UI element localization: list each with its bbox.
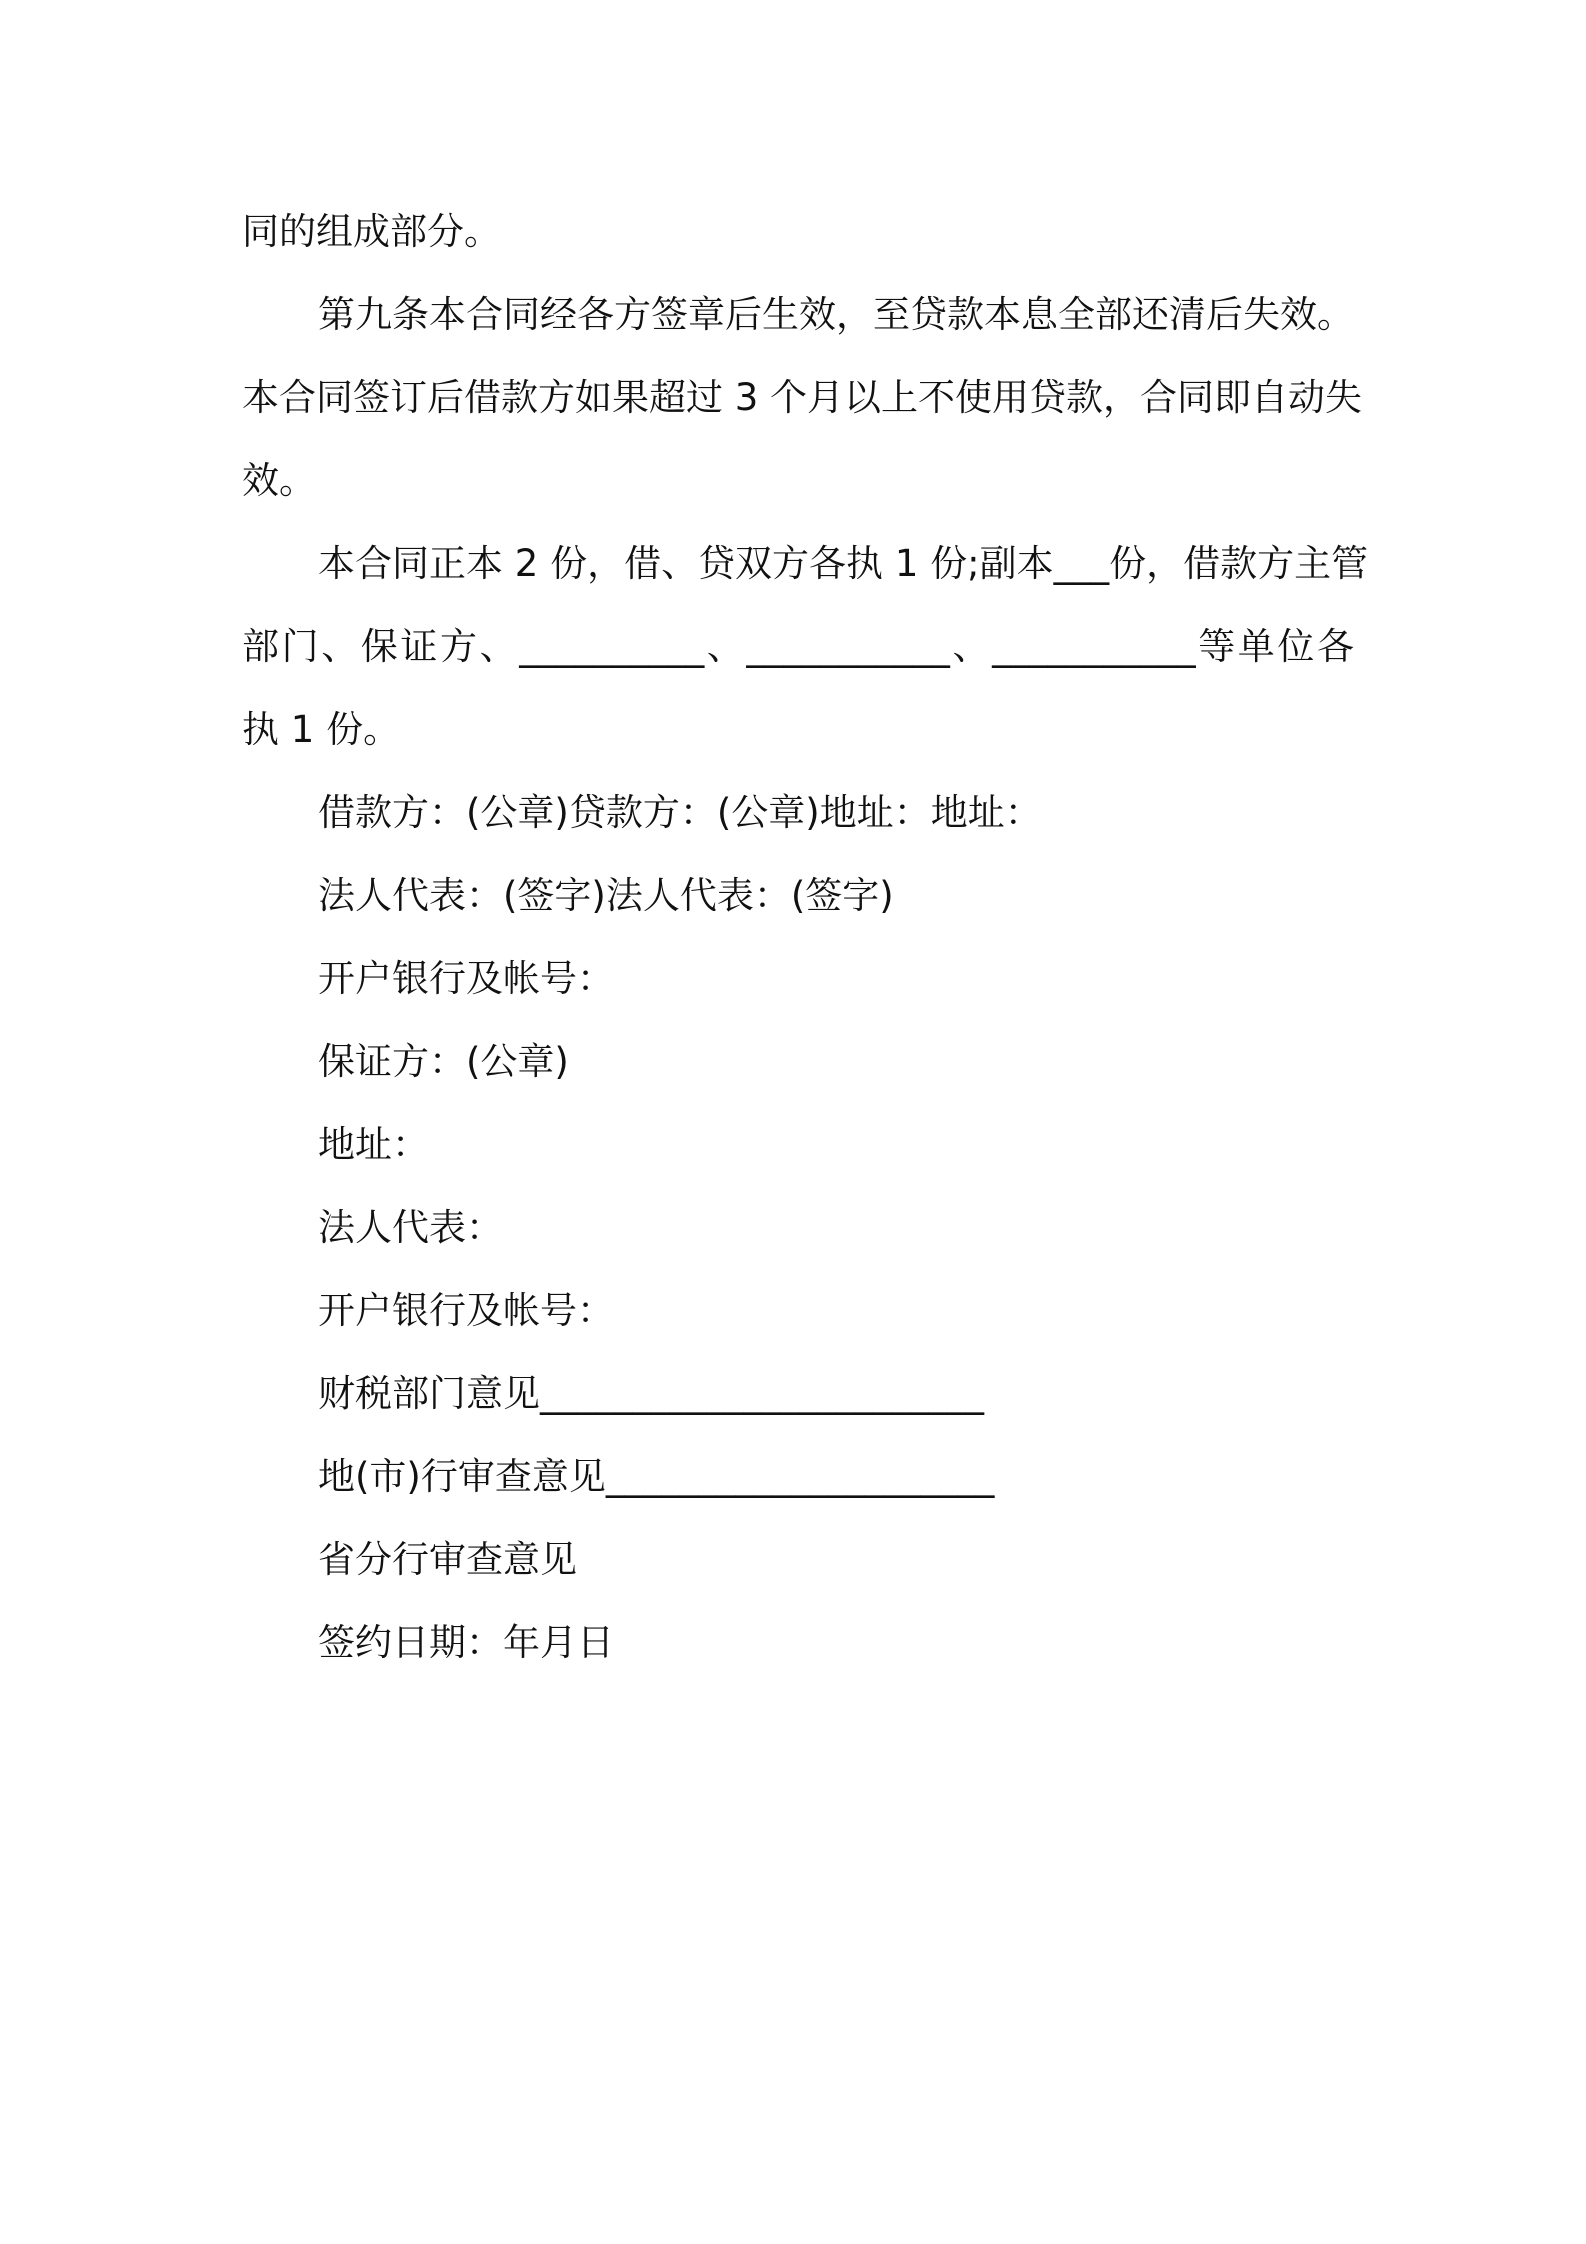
text-line: 本合同正本 2 份，借、贷双方各执 1 份;副本___份，借款方主管 [318,542,1369,585]
bank-account-line: 开户银行及帐号： [318,1289,614,1332]
text-line: 效。 [242,459,316,502]
tax-opinion-line: 财税部门意见________________________ [318,1372,984,1415]
text-line: 本合同签订后借款方如果超过 3 个月以上不使用贷款，合同即自动失 [242,376,1363,419]
text-line: 第九条本合同经各方签章后生效，至贷款本息全部还清后失效。 [318,293,1354,336]
signing-date-line: 签约日期：年月日 [318,1621,614,1664]
text-line: 同的组成部分。 [242,210,501,253]
city-branch-opinion-line: 地(市)行审查意见_____________________ [318,1455,995,1498]
province-branch-opinion-line: 省分行审查意见 [318,1538,577,1581]
signature-line-parties: 借款方：(公章)贷款方：(公章)地址：地址： [318,791,1042,834]
bank-account-line: 开户银行及帐号： [318,957,614,1000]
text-line: 执 1 份。 [242,708,401,751]
legal-rep-line: 法人代表： [318,1206,503,1249]
guarantor-line: 保证方：(公章) [318,1040,569,1083]
signature-line-legal-rep: 法人代表：(签字)法人代表：(签字) [318,874,894,917]
text-line: 部门、保证方、__________、___________、___________等单位各 [242,625,1354,668]
document-page [242,190,1369,1684]
address-line: 地址： [318,1123,429,1166]
